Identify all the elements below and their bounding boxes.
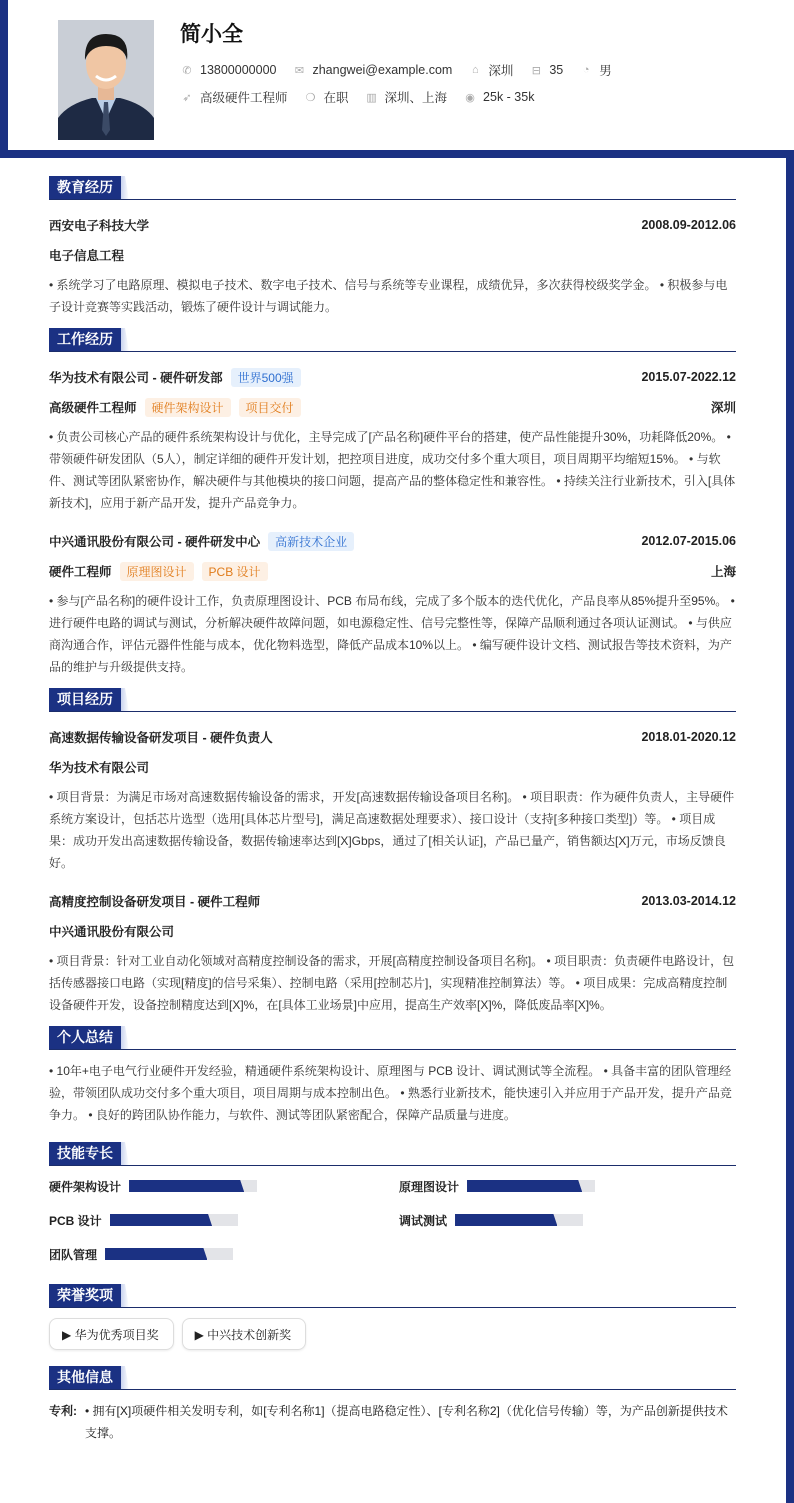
contact-row <box>180 61 622 79</box>
section-title: 个人总结 <box>49 1026 121 1049</box>
project-desc: • 项目背景：为满足市场对高速数据传输设备的需求，开发[高速数据传输设备项目名称]。 • 项目职责：作为硬件负责人，主导硬件系统方案设计，包括芯片选型（选用[具体芯片型号]，满足高速数据处理要求）、接口设计（支持[多种接口类型]）等。 • 项目成果：成功开发出高速数据传输设备，数据传输速率达到[X]Gbps，通过了[相关认证]，产品已量产，销售额达[X]万元，市场反馈良好。 <box>49 790 735 870</box>
skill-bar-fill <box>105 1248 207 1260</box>
skill-bar <box>105 1248 233 1260</box>
education-desc: • 系统学习了电路原理、模拟电子技术、数字电子技术、信号与系统等专业课程，成绩优异，多次获得校级奖学金。 • 积极参与电子设计竞赛等实践活动，锻炼了硬件设计与调试能力。 <box>49 278 728 314</box>
skill-item <box>399 1176 736 1196</box>
section-summary <box>49 1026 736 1050</box>
skill-bar-fill <box>467 1180 582 1192</box>
role: 硬件工程师 <box>49 565 112 579</box>
skill-name: 原理图设计 <box>399 1179 460 1194</box>
building-icon: ▥ <box>366 91 377 104</box>
tag: 项目交付 <box>239 398 301 417</box>
period: 2015.07-2022.12 <box>641 370 736 384</box>
skill-item <box>49 1210 399 1230</box>
salary-icon: ◉ <box>465 91 475 104</box>
school: 西安电子科技大学 <box>49 219 150 233</box>
work-desc: • 参与[产品名称]的硬件设计工作，负责原理图设计、PCB 布局布线，完成了多个版本的迭代优化，产品良率从85%提升至95%。 • 进行硬件电路的调试与测试，分析解决硬件故障问题，如电源稳定性、信号完整性等，保障产品顺利通过各项认证测试。 • 与供应商沟通合作，评估元器件性能与成本，优化物料选型，降低产品成本10%以上。 • 编写硬件设计文档、测试报告等技术资料，为产品的维护与升级提供支持。 <box>49 594 735 674</box>
skill-item <box>49 1244 399 1264</box>
profile-photo <box>58 20 154 140</box>
target-cities: 深圳、上海 <box>384 91 448 105</box>
skill-name: 硬件架构设计 <box>49 1179 122 1194</box>
project-item <box>49 886 736 1016</box>
project-desc: • 项目背景：针对工业自动化领域对高精度控制设备的需求，开展[高精度控制设备项目名称]。 • 项目职责：负责硬件电路设计，包括传感器接口电路（实现[精度]的信号采集）、控制电路（采用[控制芯片]，实现精准控制算法）等。 • 项目成果：完成高精度控制设备硬件开发，设备控制精度达到[X]%，在[具体工业场景]中应用，提高生产效率[X]%，降低废品率[X]%。 <box>49 954 735 1012</box>
award-name: 华为优秀项目奖 <box>74 1328 159 1342</box>
section-title: 工作经历 <box>49 328 121 351</box>
mail-icon: ✉ <box>294 64 305 77</box>
section-other <box>49 1366 736 1390</box>
company-badge: 高新技术企业 <box>268 532 354 551</box>
section-title: 技能专长 <box>49 1142 121 1165</box>
email: zhangwei@example.com <box>312 63 453 77</box>
section-work <box>49 328 736 352</box>
age: 35 <box>549 63 564 77</box>
tag: 原理图设计 <box>120 562 194 581</box>
section-title: 荣誉奖项 <box>49 1284 121 1307</box>
work-desc: • 负责公司核心产品的硬件系统架构设计与优化，主导完成了[产品名称]硬件平台的搭建，使产品性能提升30%，功耗降低20%。 • 带领硬件研发团队（5人），制定详细的硬件开发计划，把控项目进度，成功交付多个重大项目，项目周期平均缩短15%。 • 与软件、测试等团队紧密协作，解决硬件与其他模块的接口问题，提高产品的整体稳定性和兼容性。 • 持续关注行业新技术，引入[具体新技术]，应用于新产品开发，提升产品竞争力。 <box>49 430 736 510</box>
salary: 25k - 35k <box>483 90 535 104</box>
major: 电子信息工程 <box>49 249 125 263</box>
other-label: 专利: <box>49 1404 77 1418</box>
skill-bar-fill <box>129 1180 244 1192</box>
resume-body <box>49 176 736 1444</box>
tag: 硬件架构设计 <box>145 398 231 417</box>
award-item <box>182 1318 307 1350</box>
other-desc: • 拥有[X]项硬件相关发明专利，如[专利名称1]（提高电路稳定性）、[专利名称2]（优化信号传输）等，为产品创新提供技术支撑。 <box>85 1404 728 1440</box>
phone-icon: ✆ <box>182 64 192 77</box>
section-skills <box>49 1142 736 1166</box>
candidate-name: 简小全 <box>180 23 243 46</box>
skill-name: PCB 设计 <box>49 1213 102 1228</box>
position: 高级硬件工程师 <box>200 91 288 105</box>
period: 2013.03-2014.12 <box>641 894 736 908</box>
gender: 男 <box>599 64 612 78</box>
section-projects <box>49 688 736 712</box>
company-badge: 世界500强 <box>231 368 301 387</box>
project-name: 高速数据传输设备研发项目 - 硬件负责人 <box>49 731 273 745</box>
work-item <box>49 526 736 678</box>
skill-name: 团队管理 <box>49 1247 98 1262</box>
triangle-icon: ▶ <box>62 1328 75 1342</box>
skill-bar <box>110 1214 238 1226</box>
section-education <box>49 176 736 200</box>
company: 中兴通讯股份有限公司 - 硬件研发中心 <box>49 535 261 549</box>
skill-bar <box>455 1214 583 1226</box>
status-icon: ❍ <box>305 91 316 104</box>
home-icon: ⌂ <box>472 64 479 76</box>
phone: 13800000000 <box>200 63 277 77</box>
status: 在职 <box>323 91 349 105</box>
period: 2018.01-2020.12 <box>641 730 736 744</box>
section-title: 教育经历 <box>49 176 121 199</box>
gender-icon: ◔ <box>582 64 590 76</box>
work-item <box>49 362 736 514</box>
section-title: 项目经历 <box>49 688 121 711</box>
skill-bar-fill <box>455 1214 557 1226</box>
skills-list <box>49 1176 736 1264</box>
intent-row <box>180 88 544 106</box>
skill-item <box>399 1210 736 1230</box>
send-icon: ➶ <box>182 91 192 104</box>
skill-bar <box>129 1180 257 1192</box>
role: 高级硬件工程师 <box>49 401 137 415</box>
period: 2012.07-2015.06 <box>641 534 736 548</box>
project-item <box>49 722 736 874</box>
city: 深圳 <box>488 64 514 78</box>
tag: PCB 设计 <box>202 562 268 581</box>
triangle-icon: ▶ <box>194 1328 208 1342</box>
period: 2008.09-2012.06 <box>641 218 736 232</box>
company: 华为技术有限公司 - 硬件研发部 <box>49 371 223 385</box>
company: 华为技术有限公司 <box>49 761 150 775</box>
summary-desc: • 10年+电子电气行业硬件开发经验，精通硬件系统架构设计、原理图与 PCB 设计、调试测试等全流程。 • 具备丰富的团队管理经验，带领团队成功交付多个重大项目，项目周期与成本控制出色。 • 熟悉行业新技术，能快速引入并应用于产品开发，提升产品竞争力。 • 良好的跨团队协作能力，与软件、测试等团队紧密配合，保障产品质量与进度。 <box>49 1064 732 1122</box>
company: 中兴通讯股份有限公司 <box>49 925 175 939</box>
project-name: 高精度控制设备研发项目 - 硬件工程师 <box>49 895 261 909</box>
award-item <box>49 1318 174 1350</box>
section-awards <box>49 1284 736 1308</box>
city: 上海 <box>710 565 736 579</box>
age-icon: ⊟ <box>531 64 541 77</box>
section-title: 其他信息 <box>49 1366 121 1389</box>
award-name: 中兴技术创新奖 <box>207 1328 292 1342</box>
skill-bar <box>467 1180 595 1192</box>
skill-item <box>49 1176 399 1196</box>
city: 深圳 <box>710 401 736 415</box>
skill-bar-fill <box>110 1214 212 1226</box>
page-border <box>786 150 794 1503</box>
skill-name: 调试测试 <box>399 1213 448 1228</box>
